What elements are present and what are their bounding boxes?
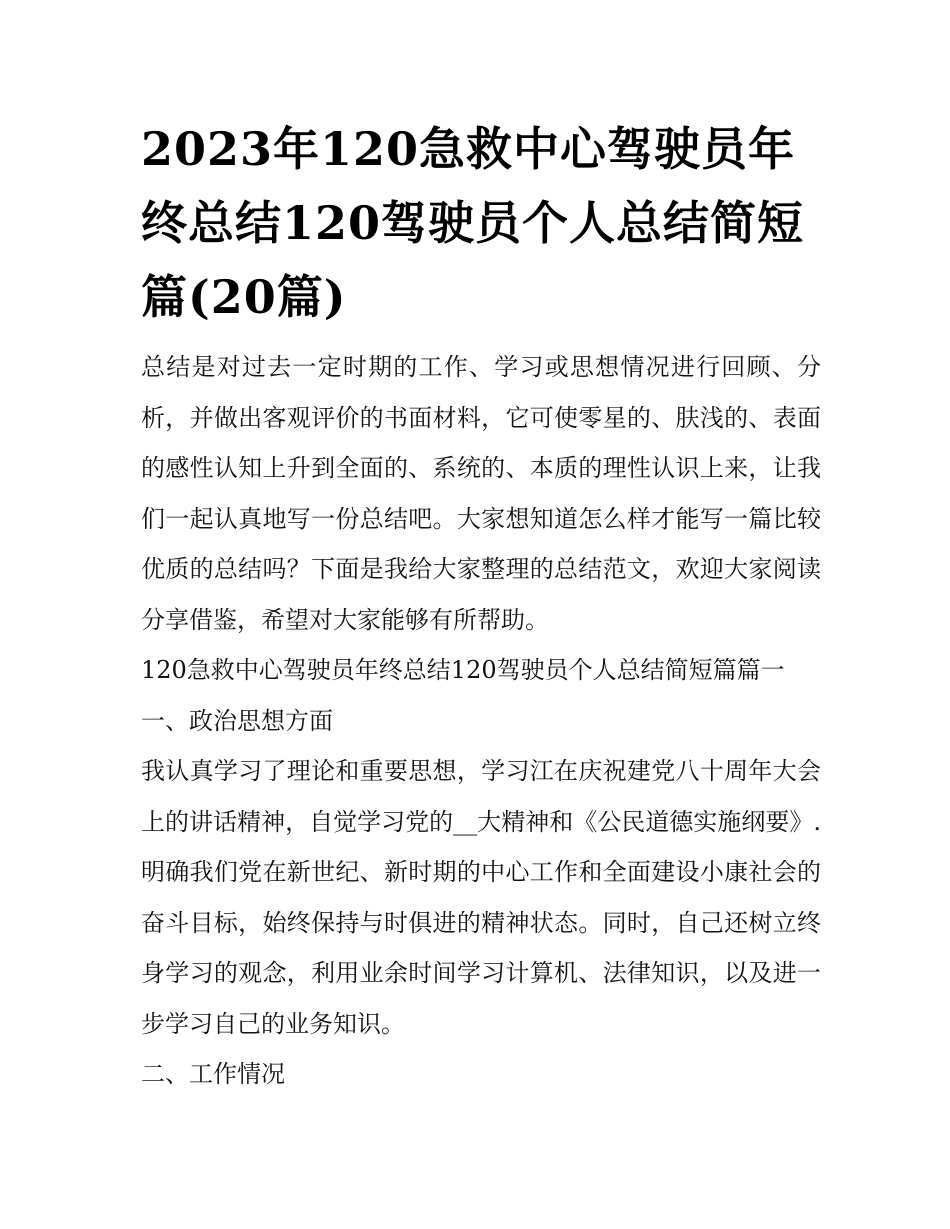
article-heading: 120急救中心驾驶员年终总结120驾驶员个人总结简短篇篇一 <box>141 656 785 684</box>
section-heading-work: 二、工作情况 <box>141 1060 285 1088</box>
document-body <box>141 342 821 1100</box>
document-content <box>141 112 821 1100</box>
politics-paragraph: 我认真学习了理论和重要思想，学习江在庆祝建党八十周年大会上的讲话精神，自觉学习党的__大精神和《公民道德实施纲要》.明确我们党在新世纪、新时期的中心工作和全面建设小康社会的奋斗目标，始终保持与时俱进的精神状态。同时，自己还树立终身学习的观念，利用业余时间学习计算机、法律知识，以及进一步学习自己的业务知识。 <box>141 757 821 1038</box>
document-title: 2023年120急救中心驾驶员年终总结120驾驶员个人总结简短篇(20篇) <box>141 122 805 324</box>
section-heading-politics: 一、政治思想方面 <box>141 706 333 735</box>
intro-paragraph: 总结是对过去一定时期的工作、学习或思想情况进行回顾、分析，并做出客观评价的书面材料，它可使零星的、肤浅的、表面的感性认知上升到全面的、系统的、本质的理性认识上来，让我们一起认真地写一份总结吧。大家想知道怎么样才能写一篇比较优质的总结吗？下面是我给大家整理的总结范文，欢迎大家阅读分享借鉴，希望对大家能够有所帮助。 <box>141 353 821 634</box>
